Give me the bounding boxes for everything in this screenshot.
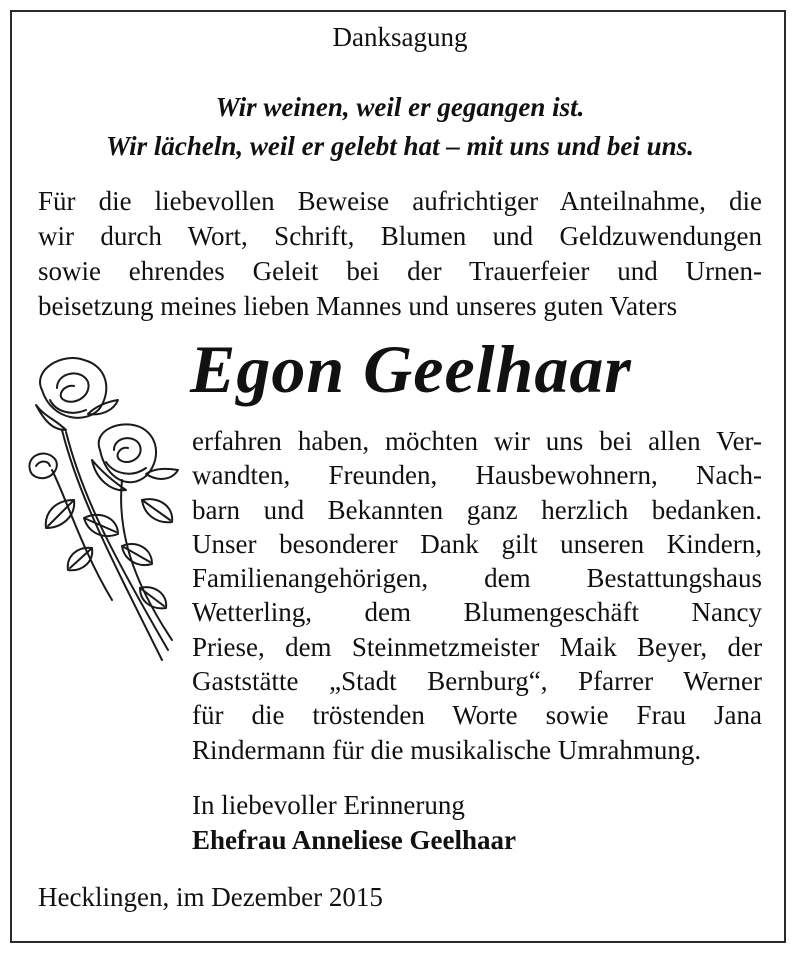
closing-block [192, 788, 516, 858]
place-date: Hecklingen, im Dezember 2015 [38, 882, 383, 912]
body-line: Priese, dem Steinmetzmeister Maik Beyer, der [192, 631, 762, 662]
roses-illustration-icon [22, 350, 182, 670]
motto [0, 88, 800, 166]
body-line: für die tröstenden Worte sowie Frau Jana [192, 700, 762, 731]
body-paragraph [192, 424, 762, 767]
body-line: barn und Bekannten ganz herzlich bedanken. [192, 494, 762, 525]
body-line: Unser besonderer Dank gilt unseren Kindern, [192, 528, 762, 559]
deceased-name: Egon Geelhaar [190, 331, 632, 407]
intro-line: sowie ehrendes Geleit bei der Trauerfeier und Urnen- [38, 256, 762, 286]
intro-paragraph [38, 184, 762, 324]
intro-line: beisetzung meines lieben Mannes und unseres guten Vaters [38, 291, 678, 321]
signer-name: Ehefrau Anneliese Geelhaar [192, 825, 516, 855]
motto-line: Wir lächeln, weil er gelebt hat – mit uns und bei uns. [106, 131, 694, 161]
intro-line: wir durch Wort, Schrift, Blumen und Geldzuwendungen [38, 221, 762, 251]
body-line: Wetterling, dem Blumengeschäft Nancy [192, 597, 762, 628]
body-line: Rindermann für die musikalische Umrahmung. [192, 734, 702, 765]
notice-heading: Danksagung [332, 22, 468, 52]
body-line: Familienangehörigen, dem Bestattungshaus [192, 563, 762, 594]
intro-line: Für die liebevollen Beweise aufrichtiger Anteilnahme, die [38, 186, 762, 216]
body-line: Gaststätte „Stadt Bernburg“, Pfarrer Werner [192, 666, 762, 697]
closing-phrase: In liebevoller Erinnerung [192, 790, 465, 820]
body-line: erfahren haben, möchten wir uns bei allen Ver- [192, 426, 762, 456]
motto-line: Wir weinen, weil er gegangen ist. [215, 92, 585, 122]
body-line: wandten, Freunden, Hausbewohnern, Nach- [192, 460, 762, 491]
